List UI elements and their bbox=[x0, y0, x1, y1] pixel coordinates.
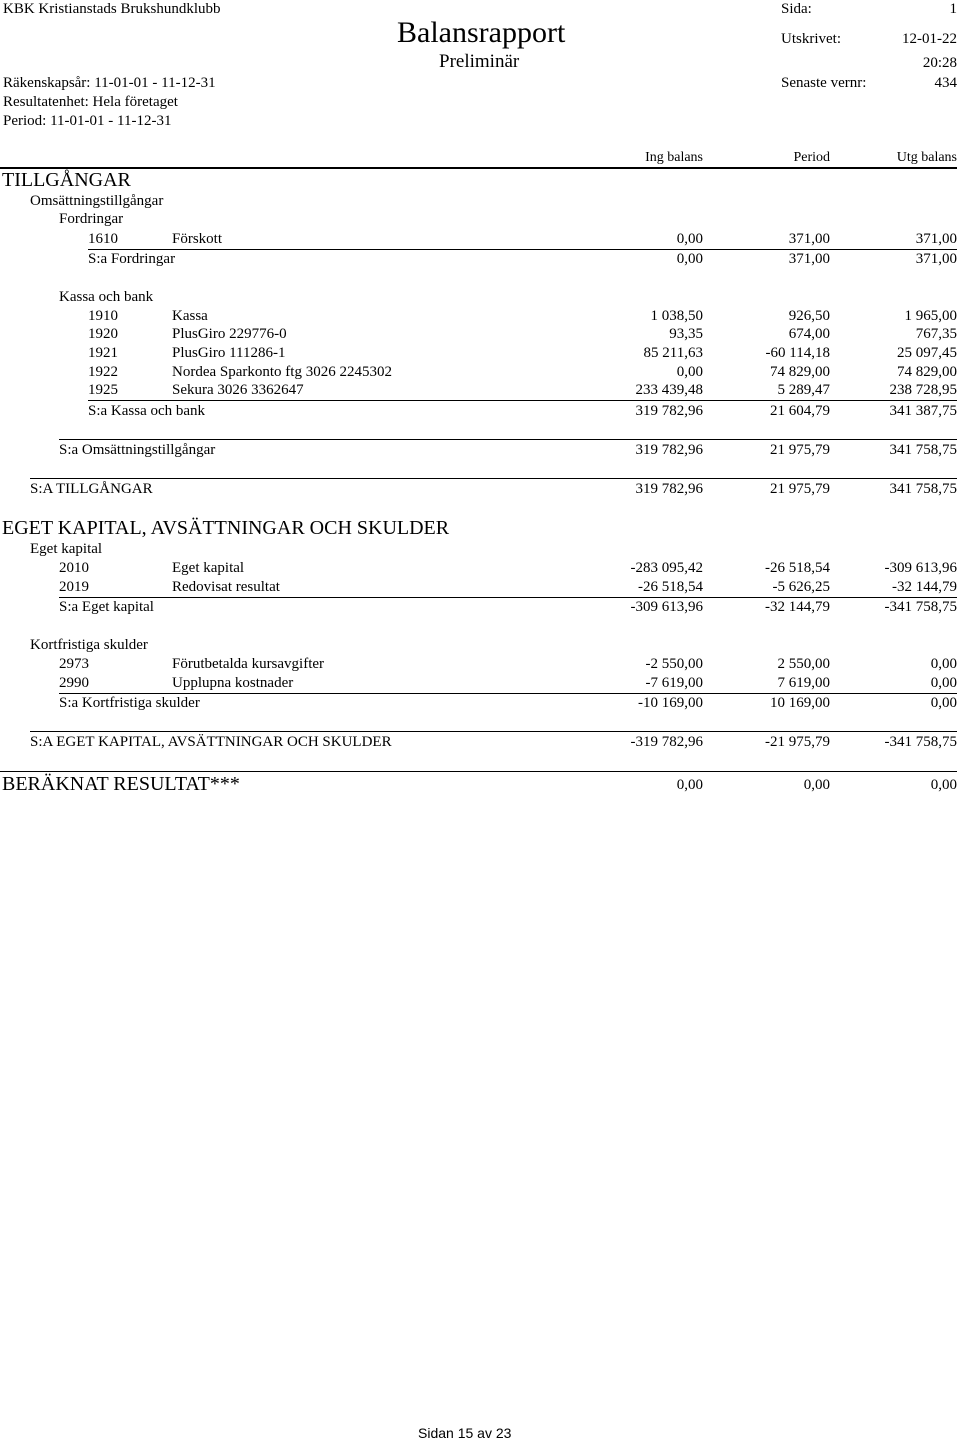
sum-utg: 371,00 bbox=[915, 251, 957, 267]
sum-ing: -309 613,96 bbox=[630, 599, 703, 615]
value-ing: 93,35 bbox=[669, 326, 703, 342]
value-utg: 74 829,00 bbox=[897, 364, 957, 380]
account-name: Upplupna kostnader bbox=[172, 675, 294, 691]
value-period: 371,00 bbox=[788, 231, 830, 247]
account-number: 2973 bbox=[59, 656, 89, 672]
col-header-period: Period bbox=[793, 150, 830, 165]
value-period: -5 626,25 bbox=[772, 579, 830, 595]
value-period: 2 550,00 bbox=[777, 656, 830, 672]
result-utg: 0,00 bbox=[930, 777, 957, 793]
sum-period: 21 604,79 bbox=[770, 403, 830, 419]
sum-ing: 319 782,96 bbox=[635, 481, 703, 497]
value-ing: 85 211,63 bbox=[643, 345, 703, 361]
account-number: 2019 bbox=[59, 579, 89, 595]
value-utg: 25 097,45 bbox=[897, 345, 957, 361]
section-title-liabilities: EGET KAPITAL, AVSÄTTNINGAR OCH SKULDER bbox=[2, 517, 450, 539]
report-period: Period: 11-01-01 - 11-12-31 bbox=[3, 113, 172, 129]
subgroup-title-equity: Eget kapital bbox=[30, 541, 103, 557]
sum-divider bbox=[59, 439, 957, 440]
sum-utg: 341 758,75 bbox=[889, 481, 957, 497]
result-period: 0,00 bbox=[803, 777, 830, 793]
value-utg: 0,00 bbox=[930, 656, 957, 672]
last-ver-number: 434 bbox=[934, 75, 957, 91]
account-name: Redovisat resultat bbox=[172, 579, 280, 595]
value-period: 5 289,47 bbox=[777, 382, 830, 398]
sum-period: 371,00 bbox=[788, 251, 830, 267]
header-divider bbox=[0, 167, 957, 169]
sum-utg: -341 758,75 bbox=[884, 734, 957, 750]
printed-time: 20:28 bbox=[922, 55, 957, 71]
last-ver-label: Senaste vernr: bbox=[781, 75, 867, 91]
account-name: Eget kapital bbox=[172, 560, 245, 576]
sum-ing: 319 782,96 bbox=[635, 442, 703, 458]
account-name: PlusGiro 229776-0 bbox=[172, 326, 287, 342]
col-header-ing-balans: Ing balans bbox=[645, 150, 703, 165]
value-ing: 1 038,50 bbox=[650, 308, 703, 324]
sum-divider bbox=[30, 731, 957, 732]
sum-label: S:a Kassa och bank bbox=[88, 403, 206, 419]
value-ing: 0,00 bbox=[676, 231, 703, 247]
value-utg: 0,00 bbox=[930, 675, 957, 691]
subgroup-title-receivables: Fordringar bbox=[59, 211, 124, 227]
printed-label: Utskrivet: bbox=[781, 31, 841, 47]
report-subtitle: Preliminär bbox=[439, 51, 520, 72]
value-ing: -7 619,00 bbox=[645, 675, 703, 691]
sum-label: S:A TILLGÅNGAR bbox=[30, 481, 153, 497]
sum-period: 21 975,79 bbox=[770, 442, 830, 458]
account-number: 2990 bbox=[59, 675, 89, 691]
page-counter: Sidan 15 av 23 bbox=[418, 1425, 512, 1441]
value-ing: 233 439,48 bbox=[635, 382, 703, 398]
account-name: Förutbetalda kursavgifter bbox=[172, 656, 325, 672]
value-utg: -309 613,96 bbox=[884, 560, 957, 576]
sum-label: S:a Omsättningstillgångar bbox=[59, 442, 216, 458]
sum-period: -32 144,79 bbox=[765, 599, 830, 615]
sum-utg: 0,00 bbox=[930, 695, 957, 711]
sum-period: -21 975,79 bbox=[765, 734, 830, 750]
group-title-current-assets: Omsättningstillgångar bbox=[30, 193, 164, 209]
value-ing: -283 095,42 bbox=[630, 560, 703, 576]
sum-period: 21 975,79 bbox=[770, 481, 830, 497]
value-period: 674,00 bbox=[788, 326, 830, 342]
result-unit: Resultatenhet: Hela företaget bbox=[3, 94, 178, 110]
account-name: Nordea Sparkonto ftg 3026 2245302 bbox=[172, 364, 392, 380]
account-name: Förskott bbox=[172, 231, 223, 247]
sum-ing: 0,00 bbox=[676, 251, 703, 267]
section-title-assets: TILLGÅNGAR bbox=[2, 169, 131, 191]
sum-label: S:A EGET KAPITAL, AVSÄTTNINGAR OCH SKULDER bbox=[30, 734, 392, 750]
sum-label: S:a Eget kapital bbox=[59, 599, 154, 615]
account-number: 1921 bbox=[88, 345, 118, 361]
fiscal-year: Räkenskapsår: 11-01-01 - 11-12-31 bbox=[3, 75, 216, 91]
account-number: 1910 bbox=[88, 308, 118, 324]
col-header-utg-balans: Utg balans bbox=[896, 150, 957, 165]
value-period: 7 619,00 bbox=[777, 675, 830, 691]
value-utg: -32 144,79 bbox=[892, 579, 957, 595]
value-period: 926,50 bbox=[788, 308, 830, 324]
sum-utg: -341 758,75 bbox=[884, 599, 957, 615]
value-ing: 0,00 bbox=[676, 364, 703, 380]
sum-utg: 341 387,75 bbox=[889, 403, 957, 419]
page-label: Sida: bbox=[781, 1, 812, 17]
report-title: Balansrapport bbox=[397, 16, 566, 49]
value-utg: 371,00 bbox=[915, 231, 957, 247]
calculated-result-label: BERÄKNAT RESULTAT*** bbox=[2, 773, 240, 795]
account-number: 1610 bbox=[88, 231, 118, 247]
sum-utg: 341 758,75 bbox=[889, 442, 957, 458]
sum-ing: -319 782,96 bbox=[630, 734, 703, 750]
account-number: 1920 bbox=[88, 326, 118, 342]
value-ing: -2 550,00 bbox=[645, 656, 703, 672]
sum-label: S:a Fordringar bbox=[88, 251, 176, 267]
sum-divider bbox=[88, 400, 957, 401]
subgroup-title-short-term-liabilities: Kortfristiga skulder bbox=[30, 637, 148, 653]
account-name: Sekura 3026 3362647 bbox=[172, 382, 304, 398]
value-period: 74 829,00 bbox=[770, 364, 830, 380]
value-ing: -26 518,54 bbox=[638, 579, 703, 595]
sum-label: S:a Kortfristiga skulder bbox=[59, 695, 200, 711]
value-utg: 238 728,95 bbox=[889, 382, 957, 398]
result-ing: 0,00 bbox=[676, 777, 703, 793]
sum-divider bbox=[30, 478, 957, 479]
result-divider bbox=[0, 771, 957, 772]
subgroup-title-cash: Kassa och bank bbox=[59, 289, 154, 305]
account-number: 2010 bbox=[59, 560, 89, 576]
sum-period: 10 169,00 bbox=[770, 695, 830, 711]
sum-ing: 319 782,96 bbox=[635, 403, 703, 419]
printed-date: 12-01-22 bbox=[902, 31, 957, 47]
value-period: -60 114,18 bbox=[765, 345, 830, 361]
sum-ing: -10 169,00 bbox=[638, 695, 703, 711]
value-utg: 1 965,00 bbox=[904, 308, 957, 324]
organization-name: KBK Kristianstads Brukshundklubb bbox=[3, 1, 221, 17]
value-period: -26 518,54 bbox=[765, 560, 830, 576]
account-name: PlusGiro 111286-1 bbox=[172, 345, 286, 361]
page-number: 1 bbox=[949, 1, 957, 17]
value-utg: 767,35 bbox=[915, 326, 957, 342]
account-name: Kassa bbox=[172, 308, 208, 324]
account-number: 1922 bbox=[88, 364, 118, 380]
account-number: 1925 bbox=[88, 382, 118, 398]
